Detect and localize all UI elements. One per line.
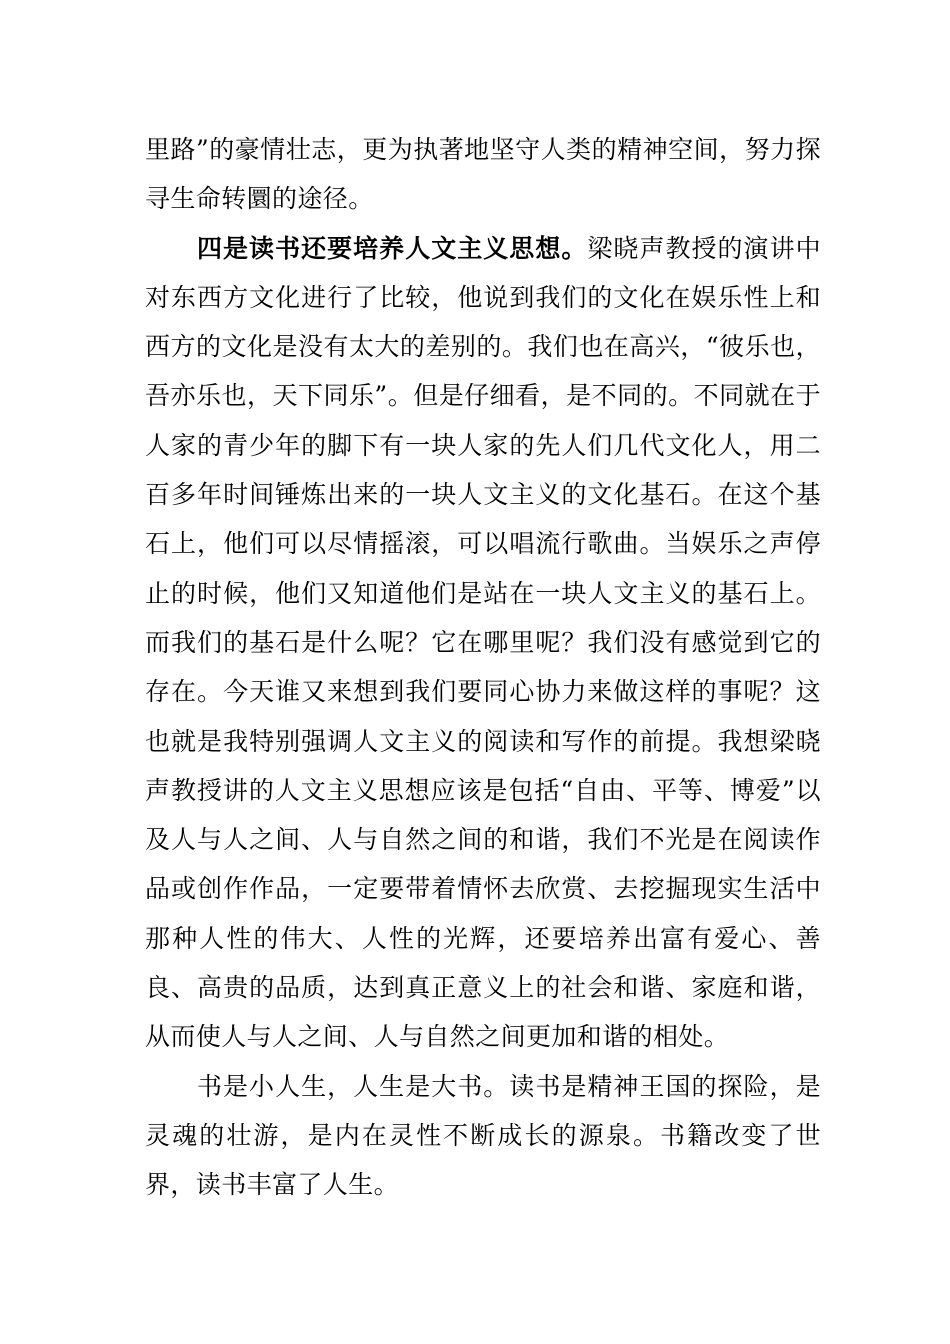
paragraph-continuation	[145, 125, 821, 224]
paragraph-text: 里路”的豪情壮志，更为执著地坚守人类的精神空间，努力探寻生命转圜的途径。	[145, 135, 821, 214]
paragraph-text: 书是小人生，人生是大书。读书是精神王国的探险，是灵魂的壮游，是内在灵性不断成长的源泉。书籍改变了世界，读书丰富了人生。	[145, 1071, 821, 1200]
paragraph-humanism	[145, 224, 821, 1062]
paragraph-conclusion	[145, 1062, 821, 1210]
paragraph-text: 梁晓声教授的演讲中对东西方文化进行了比较，他说到我们的文化在娱乐性上和西方的文化是没有太大的差别的。我们也在高兴，“彼乐也，吾亦乐也，天下同乐”。但是仔细看，是不同的。不同就在于人家的青少年的脚下有一块人家的先人们几代文化人，用二百多年时间锤炼出来的一块人文主义的文化基石。在这个基石上，他们可以尽情摇滚，可以唱流行歌曲。当娱乐之声停止的时候，他们又知道他们是站在一块人文主义的基石上。而我们的基石是什么呢？它在哪里呢？我们没有感觉到它的存在。今天谁又来想到我们要同心协力来做这样的事呢？这也就是我特别强调人文主义的阅读和写作的前提。我想梁晓声教授讲的人文主义思想应该是包括“自由、平等、博爱”以及人与人之间、人与自然之间的和谐，我们不光是在阅读作品或创作作品，一定要带着情怀去欣赏、去挖掘现实生活中那种人性的伟大、人性的光辉，还要培养出富有爱心、善良、高贵的品质，达到真正意义上的社会和谐、家庭和谐，从而使人与人之间、人与自然之间更加和谐的相处。	[145, 233, 821, 1052]
document-page	[145, 125, 821, 1210]
paragraph-heading: 四是读书还要培养人文主义思想。	[197, 233, 588, 263]
